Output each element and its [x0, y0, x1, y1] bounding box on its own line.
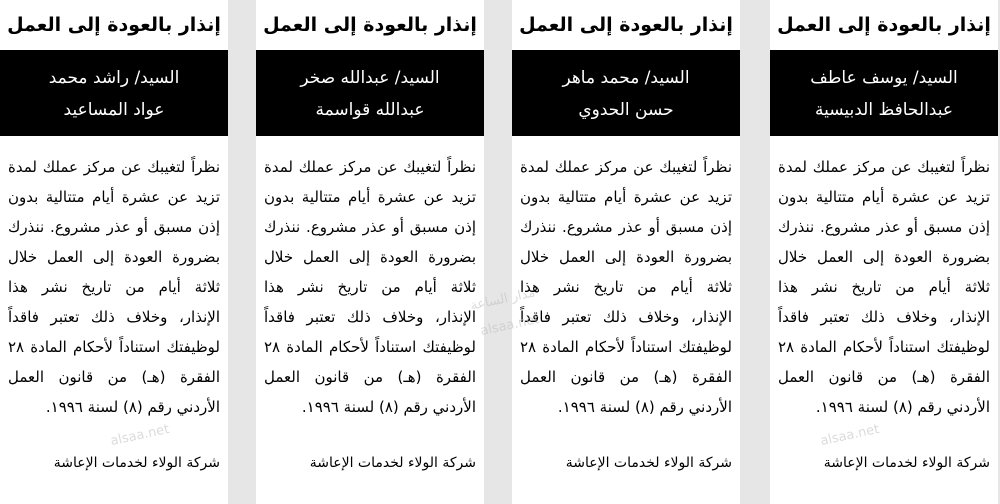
watermark-text: alsaa.net: [479, 311, 541, 340]
notice-body: نظراً لتغيبك عن مركز عملك لمدة تزيد عن عشرة أيام متتالية بدون إذن مسبق أو عذر مشروع. ننذرك بضرورة العودة إلى العمل خلال ثلاثة أيام من تاريخ نشر هذا الإنذار، وخلاف ذلك تعتبر فاقداً لوظيفتك استناداً لأحكام المادة ٢٨ الفقرة (هـ) من قانون العمل الأردني رقم (٨) لسنة ١٩٩٦.: [8, 158, 220, 416]
notice-body: نظراً لتغيبك عن مركز عملك لمدة تزيد عن عشرة أيام متتالية بدون إذن مسبق أو عذر مشروع. ننذرك بضرورة العودة إلى العمل خلال ثلاثة أيام من تاريخ نشر هذا الإنذار، وخلاف ذلك تعتبر فاقداً لوظيفتك استناداً لأحكام المادة ٢٨ الفقرة (هـ) من قانون العمل الأردني رقم (٨) لسنة ١٩٩٦.: [520, 158, 732, 416]
notice-title: إنذار بالعودة إلى العمل: [0, 0, 228, 52]
recipient-name-line1: السيد/ يوسف عاطف: [810, 68, 958, 88]
recipient-name-line1: السيد/ عبدالله صخر: [300, 68, 440, 88]
notice-title: إنذار بالعودة إلى العمل: [256, 0, 484, 52]
recipient-name-line2: حسن الحدوي: [578, 100, 674, 120]
recipient-name-line1: السيد/ راشد محمد: [48, 68, 180, 88]
notice-title: إنذار بالعودة إلى العمل: [770, 0, 998, 52]
recipient-name-block: [256, 52, 484, 136]
recipient-name-block: [0, 52, 228, 136]
notice-card: [512, 0, 740, 504]
company-name: شركة الولاء لخدمات الإعاشة: [823, 455, 990, 471]
company-name: شركة الولاء لخدمات الإعاشة: [53, 455, 220, 471]
notice-card: [0, 0, 228, 504]
recipient-name-line2: عبدالله قواسمة: [315, 100, 425, 120]
recipient-name-block: [512, 52, 740, 136]
recipient-name-block: [770, 52, 998, 136]
notice-title: إنذار بالعودة إلى العمل: [512, 0, 740, 52]
watermark-text: مدار الساعة: [469, 285, 537, 314]
company-name: شركة الولاء لخدمات الإعاشة: [309, 455, 476, 471]
notice-card: [256, 0, 484, 504]
watermark-text: alsaa.net: [819, 421, 881, 450]
watermark-text: alsaa.net: [109, 421, 171, 450]
notice-body: نظراً لتغيبك عن مركز عملك لمدة تزيد عن عشرة أيام متتالية بدون إذن مسبق أو عذر مشروع. ننذرك بضرورة العودة إلى العمل خلال ثلاثة أيام من تاريخ نشر هذا الإنذار، وخلاف ذلك تعتبر فاقداً لوظيفتك استناداً لأحكام المادة ٢٨ الفقرة (هـ) من قانون العمل الأردني رقم (٨) لسنة ١٩٩٦.: [264, 158, 476, 416]
recipient-name-line1: السيد/ محمد ماهر: [562, 68, 690, 88]
notice-card: [770, 0, 998, 504]
recipient-name-line2: عواد المساعيد: [63, 100, 165, 120]
recipient-name-line2: عبدالحافظ الدبيسية: [814, 100, 954, 120]
notice-body: نظراً لتغيبك عن مركز عملك لمدة تزيد عن عشرة أيام متتالية بدون إذن مسبق أو عذر مشروع. ننذرك بضرورة العودة إلى العمل خلال ثلاثة أيام من تاريخ نشر هذا الإنذار، وخلاف ذلك تعتبر فاقداً لوظيفتك استناداً لأحكام المادة ٢٨ الفقرة (هـ) من قانون العمل الأردني رقم (٨) لسنة ١٩٩٦.: [778, 158, 990, 416]
company-name: شركة الولاء لخدمات الإعاشة: [565, 455, 732, 471]
